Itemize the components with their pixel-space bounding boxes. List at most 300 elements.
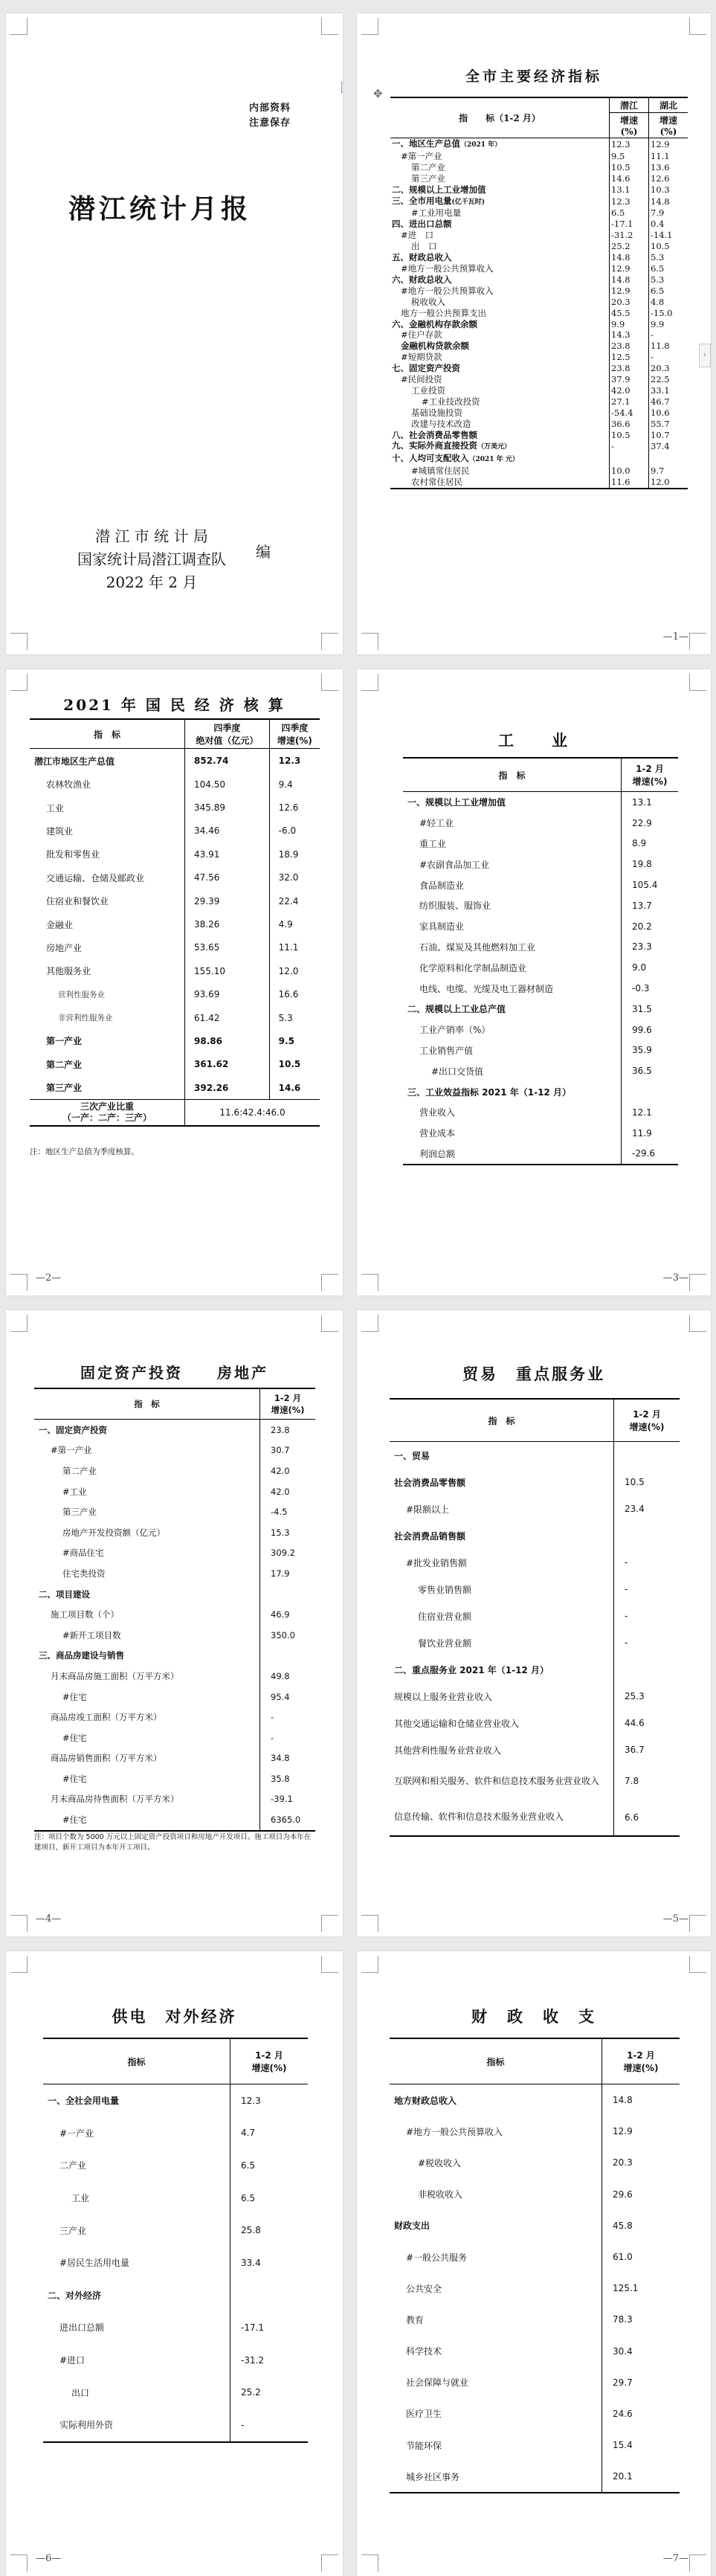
investment-page <box>6 1310 343 1936</box>
industry-item-name: 化学原料和化学制品制造业 <box>419 962 527 973</box>
finance-row <box>390 2304 680 2335</box>
trade-item-name: #批发业销售额 <box>406 1557 468 1568</box>
gdp-item-name: 其他服务业 <box>46 966 91 977</box>
col-abs-line-1: 四季度 <box>213 723 241 733</box>
hubei-value: 13.6 <box>649 162 688 173</box>
hubei-value: 33.1 <box>649 385 688 396</box>
indicator-name <box>390 440 610 453</box>
indicator-name <box>390 162 610 173</box>
col-gr-line-2: 增速(%) <box>271 1405 305 1415</box>
indicator-name <box>390 466 610 477</box>
investment-row <box>34 1522 315 1543</box>
page-number: —2— <box>36 1272 62 1284</box>
trade-growth-value <box>614 1442 680 1469</box>
finance-growth-value: 29.6 <box>602 2179 680 2210</box>
gdp-abs-value: 155.10 <box>185 959 270 982</box>
industry-item-name: 二、规模以上工业总产值 <box>407 1004 506 1015</box>
qianjiang-value: -17.1 <box>610 219 649 230</box>
hubei-value: 5.3 <box>649 274 688 286</box>
investment-item-name: 月末商品房待售面积（万平方米） <box>51 1794 179 1805</box>
industry-growth-value: 31.5 <box>622 999 679 1020</box>
indicator-name <box>390 430 610 441</box>
col-gr-line-2: 增速(%) <box>251 2063 287 2073</box>
investment-item-name: 第三产业 <box>62 1507 97 1518</box>
trade-item-name: 其他营利性服务业营业收入 <box>394 1745 502 1756</box>
investment-item-name: #住宅 <box>34 1809 260 1831</box>
indicator-name <box>390 196 610 208</box>
gdp-growth-value: 9.4 <box>269 773 320 796</box>
page-number: —7— <box>662 2553 688 2564</box>
ratio-label <box>30 1100 185 1127</box>
power-row <box>43 2279 308 2312</box>
finance-title: 财 政 收 支 <box>471 2007 596 2026</box>
finance-row <box>390 2084 680 2116</box>
finance-item-name: #一般公共服务 <box>406 2252 468 2263</box>
finance-row <box>390 2179 680 2210</box>
gdp-growth-value: 12.0 <box>269 959 320 982</box>
qianjiang-value: 12.3 <box>610 138 649 151</box>
trade-title: 贸易 重点服务业 <box>462 1365 605 1383</box>
industry-row <box>403 792 678 813</box>
hubei-value: 20.3 <box>649 363 688 374</box>
hubei-value: 37.4 <box>649 440 688 453</box>
ratio-label-line-1: 三次产业比重 <box>80 1101 134 1112</box>
investment-row <box>34 1727 315 1748</box>
gdp-item-name: 农林牧渔业 <box>46 779 91 790</box>
col-header-name: 指 标 <box>390 1399 614 1442</box>
indicator-label: 农村常住居民 <box>411 477 462 488</box>
page-thumbnail-icon[interactable] <box>341 82 343 93</box>
indicator-name <box>390 184 610 196</box>
finance-row <box>390 2273 680 2304</box>
trade-growth-value <box>614 1656 680 1683</box>
investment-growth-value: 17.9 <box>260 1563 316 1584</box>
industry-row <box>403 1020 678 1040</box>
crop-mark <box>361 2554 378 2572</box>
investment-growth-value: -4.5 <box>260 1501 316 1522</box>
hubei-value: 10.6 <box>649 408 688 419</box>
indicator-label: #民间投资 <box>401 374 442 385</box>
power-growth-value: 4.7 <box>230 2117 309 2150</box>
finance-item-name: 社会保障与就业 <box>406 2377 469 2389</box>
power-growth-value: 6.5 <box>230 2149 309 2182</box>
qianjiang-value: 13.1 <box>610 184 649 196</box>
finance-item-name: 医疗卫生 <box>406 2409 442 2420</box>
gdp-item-name: 工业 <box>46 802 65 814</box>
power-growth-value: 6.5 <box>230 2182 309 2215</box>
confidential-line-2: 注意保存 <box>248 117 291 129</box>
hubei-value: 10.3 <box>649 184 688 196</box>
power-item-name: #一产业 <box>59 2128 94 2139</box>
hubei-value: - <box>649 329 688 341</box>
investment-row <box>34 1563 315 1584</box>
power-growth-value <box>230 2279 309 2312</box>
industry-item-name: #农副食品加工业 <box>419 859 490 870</box>
power-row <box>43 2247 308 2279</box>
crop-mark <box>10 1956 28 1973</box>
gdp-growth-value: 12.6 <box>269 796 320 819</box>
indicator-row <box>390 274 688 286</box>
trade-row <box>390 1800 680 1837</box>
finance-growth-value: 20.3 <box>602 2147 680 2178</box>
hubei-value: 12.6 <box>649 173 688 184</box>
investment-growth-value: -39.1 <box>260 1789 316 1810</box>
gdp-row <box>30 749 320 773</box>
indicator-label: #进 口 <box>401 230 434 241</box>
power-item-name: 三产业 <box>59 2225 87 2236</box>
indicator-label: 三、全市用电量 <box>392 195 452 206</box>
power-row <box>43 2376 308 2409</box>
investment-item-name: 三、商品房建设与销售 <box>39 1650 124 1661</box>
expand-panel-icon[interactable]: › <box>699 344 711 367</box>
industry-item-name: 一、规模以上工业增加值 <box>407 797 506 808</box>
indicator-row <box>390 440 688 453</box>
gdp-row <box>30 1006 320 1029</box>
finance-item-name: #税收收入 <box>418 2157 462 2168</box>
move-handle-icon[interactable]: ✥ <box>373 87 383 100</box>
indicator-unit-note: （2021 年 元） <box>468 456 519 464</box>
investment-row <box>34 1625 315 1646</box>
trade-growth-value <box>614 1522 680 1549</box>
investment-body <box>34 1420 315 1831</box>
finance-growth-value: 125.1 <box>602 2273 680 2304</box>
indicator-label: #工业技改投资 <box>422 396 480 407</box>
power-item-name: 二产业 <box>59 2160 87 2171</box>
trade-row <box>390 1656 680 1683</box>
trade-row <box>390 1736 680 1763</box>
trade-growth-value: 36.7 <box>614 1736 680 1763</box>
crop-mark <box>361 18 378 35</box>
indicator-label: #第一产业 <box>401 150 442 161</box>
qianjiang-value: 10.5 <box>610 430 649 441</box>
gdp-row <box>30 773 320 796</box>
crop-mark <box>10 674 28 691</box>
publish-date: 2022 年 2 月 <box>106 573 198 591</box>
qianjiang-value: 14.3 <box>610 329 649 341</box>
crop-mark <box>689 2554 706 2572</box>
crop-mark <box>361 1315 378 1332</box>
gdp-item-name: 营利性服务业 <box>58 990 105 999</box>
indicator-row <box>390 396 688 408</box>
trade-item-name: 二、重点服务业 2021 年（1-12 月） <box>394 1664 549 1675</box>
investment-growth-value: 30.7 <box>260 1440 316 1461</box>
gdp-page <box>6 669 343 1295</box>
hubei-value: 6.5 <box>649 263 688 274</box>
confidential-label <box>249 101 291 131</box>
investment-item-name: #新开工项目数 <box>62 1629 121 1640</box>
industry-row <box>403 854 678 875</box>
investment-item-name: 商品房竣工面积（万平方米） <box>51 1712 162 1723</box>
hubei-value <box>649 453 688 466</box>
qianjiang-value: 12.9 <box>610 286 649 297</box>
gdp-row <box>30 912 320 936</box>
industry-growth-value: 36.5 <box>622 1060 679 1081</box>
indicator-unit-note: (亿千瓦时) <box>451 198 486 206</box>
indicator-label: 改建与技术改造 <box>411 418 471 429</box>
gdp-abs-value: 47.56 <box>185 866 270 889</box>
power-item-name: #居民生活用电量 <box>59 2258 130 2269</box>
investment-row <box>34 1809 315 1831</box>
industry-item-name: #出口交货值 <box>431 1066 484 1077</box>
trade-growth-value: 44.6 <box>614 1710 680 1736</box>
cover-page <box>6 13 343 654</box>
finance-item-name: 城乡社区事务 <box>390 2461 602 2493</box>
investment-item-name: #住宅 <box>62 1773 87 1784</box>
indicator-label: 九、实际外商直接投资 <box>392 440 477 451</box>
col-header-growth <box>260 1388 316 1420</box>
power-page <box>6 1951 343 2576</box>
indicator-row <box>390 385 688 396</box>
power-row <box>43 2311 308 2344</box>
indicator-row <box>390 430 688 441</box>
indicator-unit-note: （万美元） <box>477 443 512 451</box>
gdp-growth-value: -6.0 <box>269 820 320 843</box>
trade-growth-value: - <box>614 1549 680 1576</box>
finance-item-name: 节能环保 <box>406 2440 442 2451</box>
indicator-name <box>390 408 610 419</box>
col-gr-line-1: 1-2 月 <box>255 2050 283 2061</box>
qianjiang-value: 9.5 <box>610 151 649 162</box>
indicator-label: 基础设施投资 <box>411 407 462 418</box>
trade-item-name: 餐饮业营业额 <box>418 1638 472 1649</box>
hubei-value: 46.7 <box>649 396 688 408</box>
gdp-growth-value: 32.0 <box>269 866 320 889</box>
gdp-row <box>30 889 320 912</box>
indicator-row <box>390 308 688 319</box>
gdp-growth-value: 4.9 <box>269 912 320 936</box>
indicator-row <box>390 196 688 208</box>
indicator-label: 税收收入 <box>411 296 445 307</box>
col-sub-label: 增速 <box>659 115 677 126</box>
gdp-note: 注：地区生产总值为季度核算。 <box>30 1147 139 1156</box>
crop-mark <box>321 2554 338 2572</box>
hubei-value: 7.9 <box>649 207 688 219</box>
finance-row <box>390 2241 680 2273</box>
hubei-value: -15.0 <box>649 308 688 319</box>
col-header-growth <box>269 719 320 749</box>
trade-table <box>390 1398 680 1837</box>
indicator-row <box>390 352 688 363</box>
indicator-row <box>390 329 688 341</box>
crop-mark <box>689 674 706 691</box>
indicator-name <box>390 352 610 363</box>
finance-body <box>390 2084 680 2493</box>
gdp-row <box>30 843 320 866</box>
indicator-label: 七、固定资产投资 <box>392 363 460 374</box>
gdp-row <box>30 959 320 982</box>
indicator-label: 五、财政总收入 <box>392 252 452 263</box>
investment-row <box>34 1666 315 1687</box>
gdp-body <box>30 749 320 1100</box>
industry-item-name: 食品制造业 <box>419 880 465 891</box>
finance-row <box>390 2210 680 2241</box>
investment-item-name: #第一产业 <box>51 1445 92 1456</box>
finance-row <box>390 2116 680 2147</box>
trade-item-name: 其他交通运输和仓储业营业收入 <box>394 1718 520 1729</box>
hubei-value: 9.7 <box>649 466 688 477</box>
investment-growth-value: - <box>260 1707 316 1727</box>
investment-item-name: 施工项目数（个） <box>51 1609 119 1620</box>
qianjiang-value <box>610 453 649 466</box>
power-row <box>43 2214 308 2247</box>
investment-row <box>34 1440 315 1461</box>
industry-growth-value: 22.9 <box>622 813 679 834</box>
crop-mark <box>361 633 378 650</box>
industry-table <box>403 757 678 1165</box>
trade-row <box>390 1495 680 1522</box>
indicator-name <box>390 241 610 252</box>
industry-item-name: 家具制造业 <box>419 921 465 933</box>
gdp-row <box>30 1076 320 1100</box>
gdp-growth-value: 18.9 <box>269 843 320 866</box>
hubei-value: 9.9 <box>649 319 688 330</box>
investment-growth-value: 46.9 <box>260 1604 316 1625</box>
industry-row <box>403 895 678 916</box>
gdp-abs-value: 53.65 <box>185 936 270 959</box>
crop-mark <box>689 1915 706 1932</box>
col-gr-line-1: 1-2 月 <box>636 764 664 774</box>
crop-mark <box>361 1274 378 1291</box>
investment-row <box>34 1543 315 1564</box>
power-growth-value: 25.2 <box>230 2376 309 2409</box>
qianjiang-value: 23.8 <box>610 363 649 374</box>
industry-growth-value: 13.1 <box>622 792 679 813</box>
finance-growth-value: 12.9 <box>602 2116 680 2147</box>
trade-row <box>390 1683 680 1710</box>
hubei-value: 12.0 <box>649 477 688 489</box>
indicator-row <box>390 230 688 241</box>
qianjiang-value: 12.5 <box>610 352 649 363</box>
finance-item-name: 教育 <box>406 2314 425 2325</box>
gdp-item-name: 批发和零售业 <box>46 849 100 860</box>
investment-item-name: 住宅类投资 <box>62 1568 106 1579</box>
crop-mark <box>321 1315 338 1332</box>
page-number: —6— <box>36 2553 62 2564</box>
investment-title: 固定资产投资 房地产 <box>80 1364 268 1382</box>
indicator-label: #短期贷款 <box>401 352 442 363</box>
indicator-label: 工业投资 <box>411 384 445 396</box>
col-header-hubei: 湖北 <box>649 97 688 113</box>
gdp-growth-value: 11.1 <box>269 936 320 959</box>
trade-row <box>390 1763 680 1800</box>
trade-row <box>390 1710 680 1736</box>
indicator-row <box>390 138 688 151</box>
gdp-abs-value: 34.46 <box>185 820 270 843</box>
qianjiang-value: - <box>610 440 649 453</box>
gdp-item-name: 交通运输、仓储及邮政业 <box>46 872 145 883</box>
finance-item-name: #地方一般公共预算收入 <box>406 2126 503 2137</box>
industry-item-name: 纺织服装、服饰业 <box>419 901 491 912</box>
finance-item-name: 地方财政总收入 <box>394 2095 457 2106</box>
indicators-body <box>390 138 688 489</box>
indicator-row <box>390 263 688 274</box>
col-header-growth <box>614 1399 680 1442</box>
finance-row <box>390 2398 680 2430</box>
indicator-name <box>390 385 610 396</box>
crop-mark <box>321 674 338 691</box>
gdp-abs-value: 43.91 <box>185 843 270 866</box>
col-gr-line-2: 增速(%) <box>623 2063 659 2073</box>
indicator-row <box>390 207 688 219</box>
indicators-page <box>357 13 711 654</box>
investment-item-name: 商品房销售面积（万平方米） <box>51 1753 162 1764</box>
indicator-label: 六、金融机构存款余额 <box>392 318 477 329</box>
qianjiang-value: 11.6 <box>610 477 649 489</box>
col-header-name: 指 标 <box>403 758 622 792</box>
trade-item-name: 住宿业营业额 <box>418 1611 472 1622</box>
industry-row <box>403 875 678 895</box>
indicator-row <box>390 363 688 374</box>
trade-growth-value: 6.6 <box>614 1800 680 1837</box>
gdp-growth-value: 22.4 <box>269 889 320 912</box>
gdp-abs-value: 61.42 <box>185 1006 270 1029</box>
finance-row <box>390 2461 680 2493</box>
trade-growth-value: 7.8 <box>614 1763 680 1800</box>
indicator-name <box>390 274 610 286</box>
qianjiang-value: 14.8 <box>610 252 649 263</box>
crop-mark <box>321 1274 338 1291</box>
col-header-name: 指 标（1-2 月） <box>390 97 610 138</box>
gdp-row <box>30 983 320 1006</box>
power-item-name: 进出口总额 <box>59 2322 105 2334</box>
finance-row <box>390 2367 680 2398</box>
gdp-row <box>30 1029 320 1052</box>
gdp-abs-value: 361.62 <box>185 1053 270 1076</box>
indicator-name <box>390 308 610 319</box>
investment-row <box>34 1420 315 1440</box>
col-header-name: 指 标 <box>34 1388 260 1420</box>
finance-growth-value: 45.8 <box>602 2210 680 2241</box>
indicator-name <box>390 230 610 241</box>
gdp-abs-value: 852.74 <box>185 749 270 773</box>
power-row <box>43 2084 308 2117</box>
power-item-name: #进口 <box>59 2355 86 2366</box>
investment-item-name: 一、固定资产投资 <box>39 1424 107 1435</box>
col-gr-line-2: 增速(%) <box>629 1422 665 1432</box>
indicator-label: 八、社会消费品零售额 <box>392 429 477 440</box>
gdp-item-name: 非营利性服务业 <box>58 1014 113 1023</box>
indicator-name <box>390 219 610 230</box>
gdp-growth-value: 14.6 <box>269 1076 320 1100</box>
crop-mark <box>689 1315 706 1332</box>
industry-row <box>403 1060 678 1081</box>
qianjiang-value: 12.9 <box>610 263 649 274</box>
gdp-item-name: 房地产业 <box>46 942 83 953</box>
qianjiang-value: 23.8 <box>610 341 649 352</box>
col-gr-line-2: 增速(%) <box>277 735 312 746</box>
hubei-value: 11.8 <box>649 341 688 352</box>
col-header-qianjiang: 潜江 <box>610 97 649 113</box>
trade-item-name: 零售业销售额 <box>418 1584 472 1595</box>
indicator-row <box>390 319 688 330</box>
col-gr-line-1: 1-2 月 <box>274 1393 302 1403</box>
crop-mark <box>10 1315 28 1332</box>
industry-row <box>403 1123 678 1144</box>
gdp-growth-value: 9.5 <box>269 1029 320 1052</box>
power-growth-value: - <box>230 2409 309 2442</box>
indicator-name <box>390 374 610 385</box>
industry-growth-value: 99.6 <box>622 1020 679 1040</box>
col-header-name: 指标 <box>390 2038 602 2084</box>
power-growth-value: -31.2 <box>230 2344 309 2377</box>
page-number: —4— <box>36 1913 62 1925</box>
gdp-row <box>30 866 320 889</box>
industry-body <box>403 792 678 1165</box>
col-gr-line-1: 四季度 <box>281 723 309 733</box>
qianjiang-value: 14.8 <box>610 274 649 286</box>
col-header-abs <box>185 719 270 749</box>
indicator-name <box>390 419 610 430</box>
